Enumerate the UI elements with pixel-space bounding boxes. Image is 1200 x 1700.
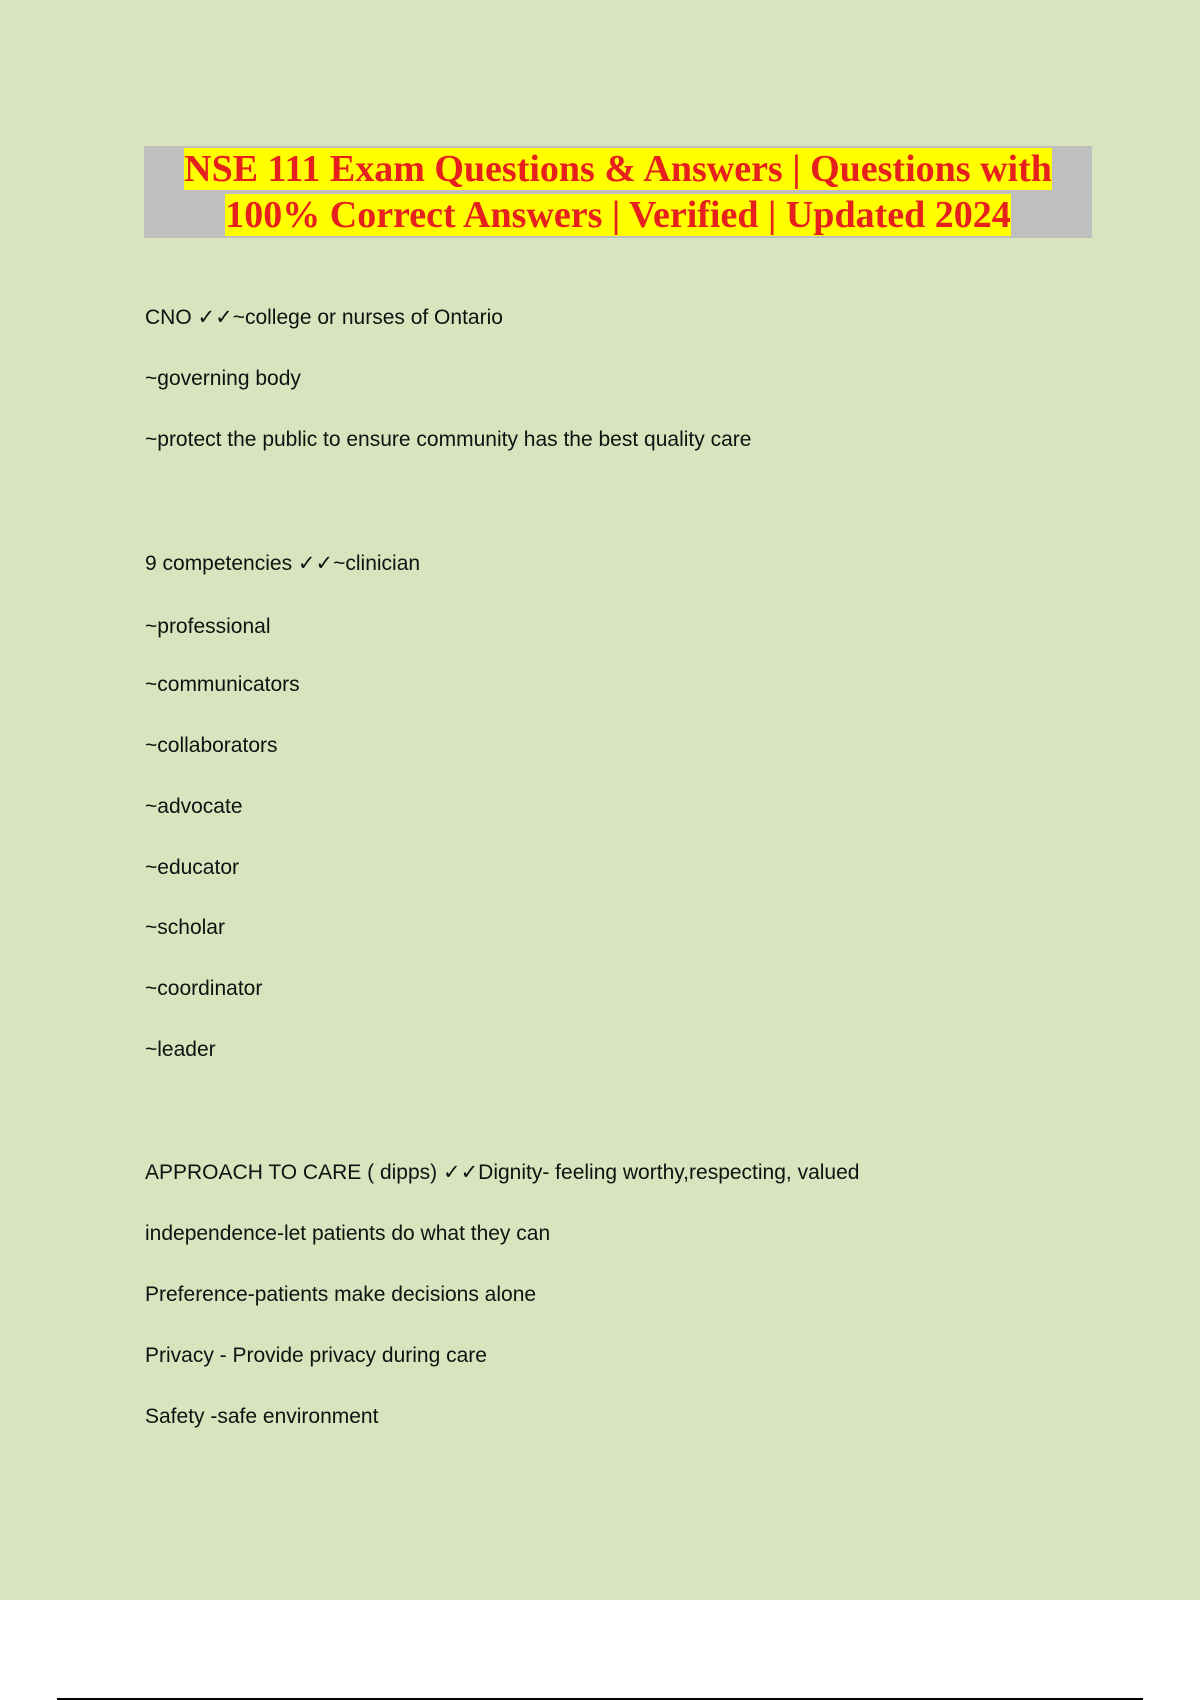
text-line: independence-let patients do what they can: [145, 1222, 551, 1245]
text-line: ~scholar: [145, 916, 225, 939]
text-line: 9 competencies ✓✓~clinician: [145, 552, 421, 575]
title-line-1: NSE 111 Exam Questions & Answers | Questions with: [184, 148, 1052, 190]
text-line: ~coordinator: [145, 977, 263, 1000]
text-line: ~communicators: [145, 673, 300, 696]
text-line: ~leader: [145, 1038, 216, 1061]
title-line-2: 100% Correct Answers | Verified | Updated 2024: [225, 194, 1011, 236]
document-title: [144, 146, 1092, 238]
text-line: ~protect the public to ensure community has the best quality care: [145, 428, 752, 451]
text-line: ~professional: [145, 615, 271, 638]
text-line: CNO ✓✓~college or nurses of Ontario: [145, 306, 503, 329]
text-line: ~governing body: [145, 367, 301, 390]
text-line: ~collaborators: [145, 734, 278, 757]
text-line: APPROACH TO CARE ( dipps) ✓✓Dignity- feeling worthy,respecting, valued: [145, 1161, 860, 1184]
text-line: Privacy - Provide privacy during care: [145, 1344, 487, 1367]
text-line: Safety -safe environment: [145, 1405, 379, 1428]
text-line: Preference-patients make decisions alone: [145, 1283, 537, 1306]
text-line: ~advocate: [145, 795, 243, 818]
text-line: ~educator: [145, 856, 239, 879]
